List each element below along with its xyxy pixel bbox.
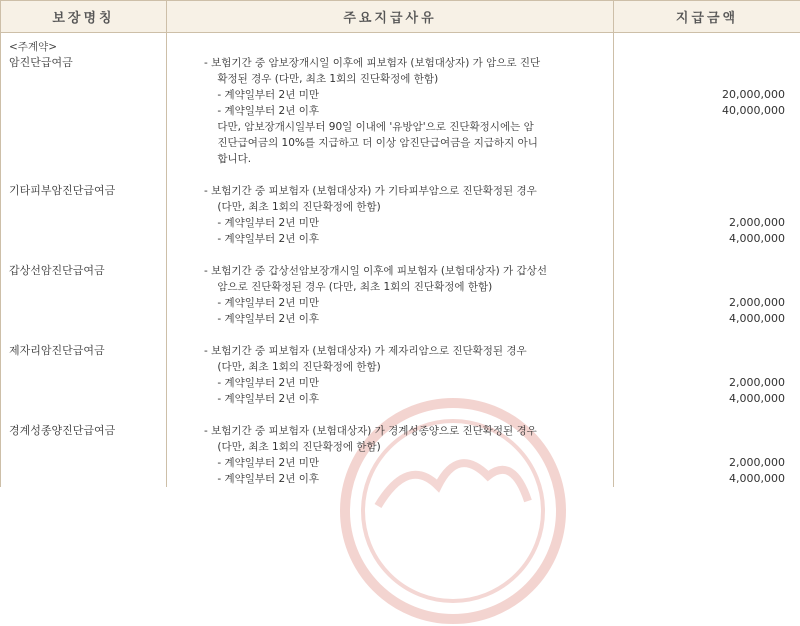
table-row [1,327,800,407]
reason-line: (다만, 최초 1회의 진단확정에 한함) [204,199,613,215]
amount-value: 4,000,000 [614,471,785,487]
coverage-name: 경계성종양진단급여금 [9,423,166,439]
header-coverage-name: 보장명칭 [1,1,167,33]
payment-reason-cell [167,407,614,487]
payment-reason-cell [167,33,614,168]
amount-spacer [614,279,785,295]
coverage-name-cell [1,407,167,487]
payment-amount-cell [614,33,800,168]
amount-spacer [614,135,785,151]
reason-line: - 보험기간 중 피보험자 (보험대상자) 가 제자리암으로 진단확정된 경우 [204,343,613,359]
amount-value: 2,000,000 [614,215,785,231]
amount-spacer [614,199,785,215]
amount-spacer [614,359,785,375]
table-row [1,247,800,327]
amount-value: 4,000,000 [614,231,785,247]
coverage-name-cell [1,247,167,327]
coverage-name: 암진단급여금 [9,55,166,71]
payment-amount-cell [614,167,800,247]
table-row [1,33,800,168]
reason-line: - 계약일부터 2년 이후 [204,103,613,119]
amount-spacer [614,423,785,439]
table-header-row [1,1,800,33]
amount-spacer [614,263,785,279]
amount-spacer [614,151,785,167]
amount-spacer [614,119,785,135]
table-row [1,167,800,247]
reason-line: 암으로 진단확정된 경우 (다만, 최초 1회의 진단확정에 한함) [204,279,613,295]
reason-line: - 계약일부터 2년 미만 [204,215,613,231]
reason-line: - 계약일부터 2년 미만 [204,455,613,471]
reason-line: - 계약일부터 2년 이후 [204,231,613,247]
reason-line: - 계약일부터 2년 미만 [204,295,613,311]
amount-value: 4,000,000 [614,391,785,407]
payment-reason-cell [167,327,614,407]
reason-line: 확정된 경우 (다만, 최초 1회의 진단확정에 한함) [204,71,613,87]
amount-value: 40,000,000 [614,103,785,119]
payment-reason-cell [167,247,614,327]
reason-line: - 보험기간 중 갑상선암보장개시일 이후에 피보험자 (보험대상자) 가 갑상선 [204,263,613,279]
table-row [1,407,800,487]
amount-spacer [614,71,785,87]
amount-value: 2,000,000 [614,455,785,471]
amount-value: 4,000,000 [614,311,785,327]
reason-line: - 보험기간 중 피보험자 (보험대상자) 가 경계성종양으로 진단확정된 경우 [204,423,613,439]
reason-line: 합니다. [204,151,613,167]
coverage-name-cell [1,33,167,168]
reason-line: - 계약일부터 2년 이후 [204,311,613,327]
reason-line: (다만, 최초 1회의 진단확정에 한함) [204,359,613,375]
reason-line: - 보험기간 중 피보험자 (보험대상자) 가 기타피부암으로 진단확정된 경우 [204,183,613,199]
amount-value: 2,000,000 [614,375,785,391]
reason-line: - 보험기간 중 암보장개시일 이후에 피보험자 (보험대상자) 가 암으로 진단 [204,55,613,71]
coverage-name-cell [1,167,167,247]
coverage-name-cell [1,327,167,407]
amount-value: 20,000,000 [614,87,785,103]
amount-value: 2,000,000 [614,295,785,311]
amount-spacer [614,55,785,71]
amount-spacer [614,183,785,199]
payment-amount-cell [614,407,800,487]
reason-line: 진단급여금의 10%를 지급하고 더 이상 암진단급여금을 지급하지 아니 [204,135,613,151]
amount-spacer [614,439,785,455]
amount-spacer [614,343,785,359]
coverage-name: 제자리암진단급여금 [9,343,166,359]
payment-amount-cell [614,247,800,327]
reason-line: - 계약일부터 2년 미만 [204,375,613,391]
reason-line: - 계약일부터 2년 이후 [204,471,613,487]
coverage-name: 기타피부암진단급여금 [9,183,166,199]
coverage-name: 갑상선암진단급여금 [9,263,166,279]
reason-line: 다만, 암보장개시일부터 90일 이내에 '유방암'으로 진단확정시에는 암 [204,119,613,135]
header-payment-amount: 지급금액 [614,1,800,33]
reason-line: (다만, 최초 1회의 진단확정에 한함) [204,439,613,455]
payment-reason-cell [167,167,614,247]
main-contract-label: <주계약> [9,39,166,55]
reason-line: - 계약일부터 2년 미만 [204,87,613,103]
payment-amount-cell [614,327,800,407]
header-payment-reason: 주요지급사유 [167,1,614,33]
reason-line: - 계약일부터 2년 이후 [204,391,613,407]
